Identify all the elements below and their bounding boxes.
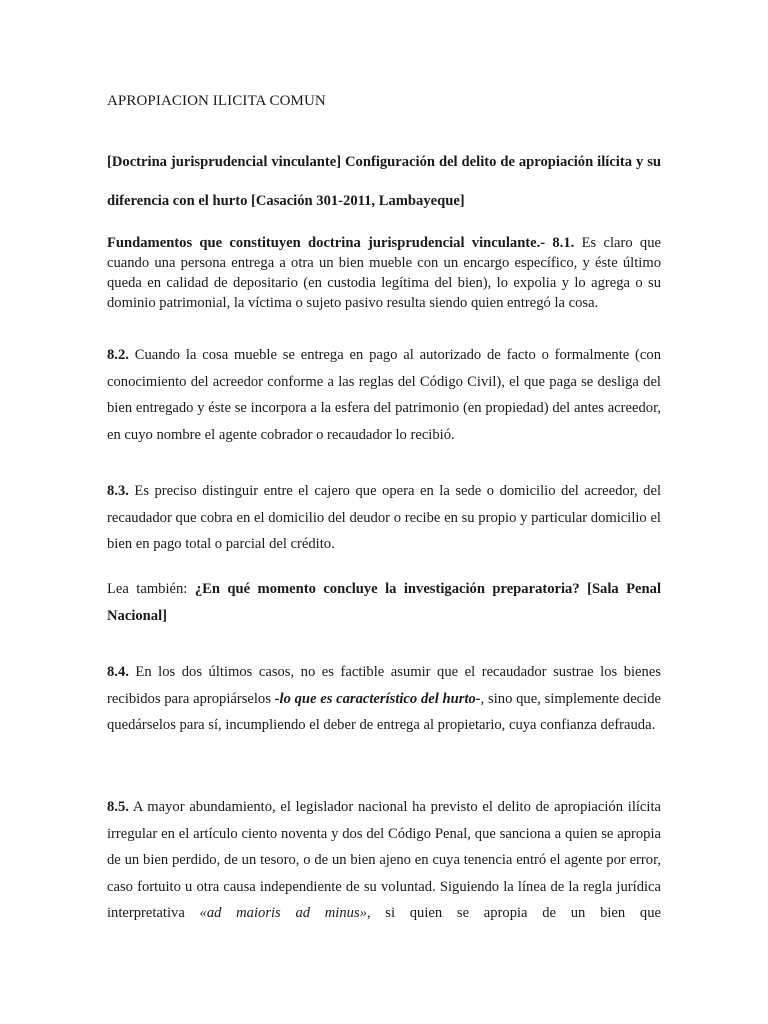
document-title: APROPIACION ILICITA COMUN <box>107 93 326 109</box>
paragraph-text: , sino que, simplemente decide quedárselos para sí, incumpliendo el deber de entrega al propietario, cuya confianza defrauda. <box>107 690 661 733</box>
paragraph-number: 8.4. <box>107 664 129 680</box>
paragraph-text: A mayor abundamiento, el legislador nacional ha previsto el delito de apropiación ilícita irregular en el artículo ciento noventa y dos del Código Penal, que sanciona a quien se apropia de un bien perdido, de un tesoro, o de un bien ajeno en cuya tenencia entró el agente por error, caso fortuito u otra causa independiente de su voluntad. Siguiendo la línea de la regla jurídica interpretativa <box>107 799 661 921</box>
paragraph-8-2 <box>107 342 661 448</box>
document-subtitle: [Doctrina jurisprudencial vinculante] Configuración del delito de apropiación ilícita y su diferencia con el hurto [Casación 301-2011, Lambayeque] <box>107 154 661 209</box>
paragraph-lead: Fundamentos que constituyen doctrina jurisprudencial vinculante.- 8.1. <box>107 235 575 251</box>
paragraph-text: En los dos últimos casos, no es factible asumir que el recaudador sustrae los bienes recibidos para apropiárselos <box>107 664 661 707</box>
emphasis-text: -lo que es característico del hurto- <box>274 690 481 707</box>
paragraph-8-1 <box>107 233 661 313</box>
paragraph-number: 8.3. <box>107 483 129 499</box>
related-article <box>107 576 661 629</box>
paragraph-8-4 <box>107 659 661 739</box>
paragraph-text: Es claro que cuando una persona entrega a otra un bien mueble con un encargo específico, y éste último queda en calidad de depositario (en custodia legítima del bien), lo expolia y lo agrega o su dominio patrimonial, la víctima o sujeto pasivo resulta siendo quien entregó la cosa. <box>107 235 661 311</box>
latin-phrase: «ad maioris ad minus» <box>199 905 367 921</box>
related-article-prefix: Lea también: <box>107 581 195 597</box>
paragraph-number: 8.5. <box>107 799 129 815</box>
paragraph-number: 8.2. <box>107 347 129 363</box>
paragraph-text: , si quien se apropia de un bien que <box>366 905 661 921</box>
paragraph-8-5 <box>107 794 661 927</box>
paragraph-text: Es preciso distinguir entre el cajero que opera en la sede o domicilio del acreedor, del recaudador que cobra en el domicilio del deudor o recibe en su propio y particular domicilio el bien en pago total o parcial del crédito. <box>107 483 661 552</box>
related-article-link[interactable]: ¿En qué momento concluye la investigación preparatoria? [Sala Penal Nacional] <box>107 581 661 624</box>
paragraph-text: Cuando la cosa mueble se entrega en pago al autorizado de facto o formalmente (con conocimiento del acreedor conforme a las reglas del Código Civil), el que paga se desliga del bien entregado y éste se incorpora a la esfera del patrimonio (en propiedad) del antes acreedor, en cuyo nombre el agente cobrador o recaudador lo recibió. <box>107 347 661 443</box>
paragraph-8-3 <box>107 478 661 558</box>
